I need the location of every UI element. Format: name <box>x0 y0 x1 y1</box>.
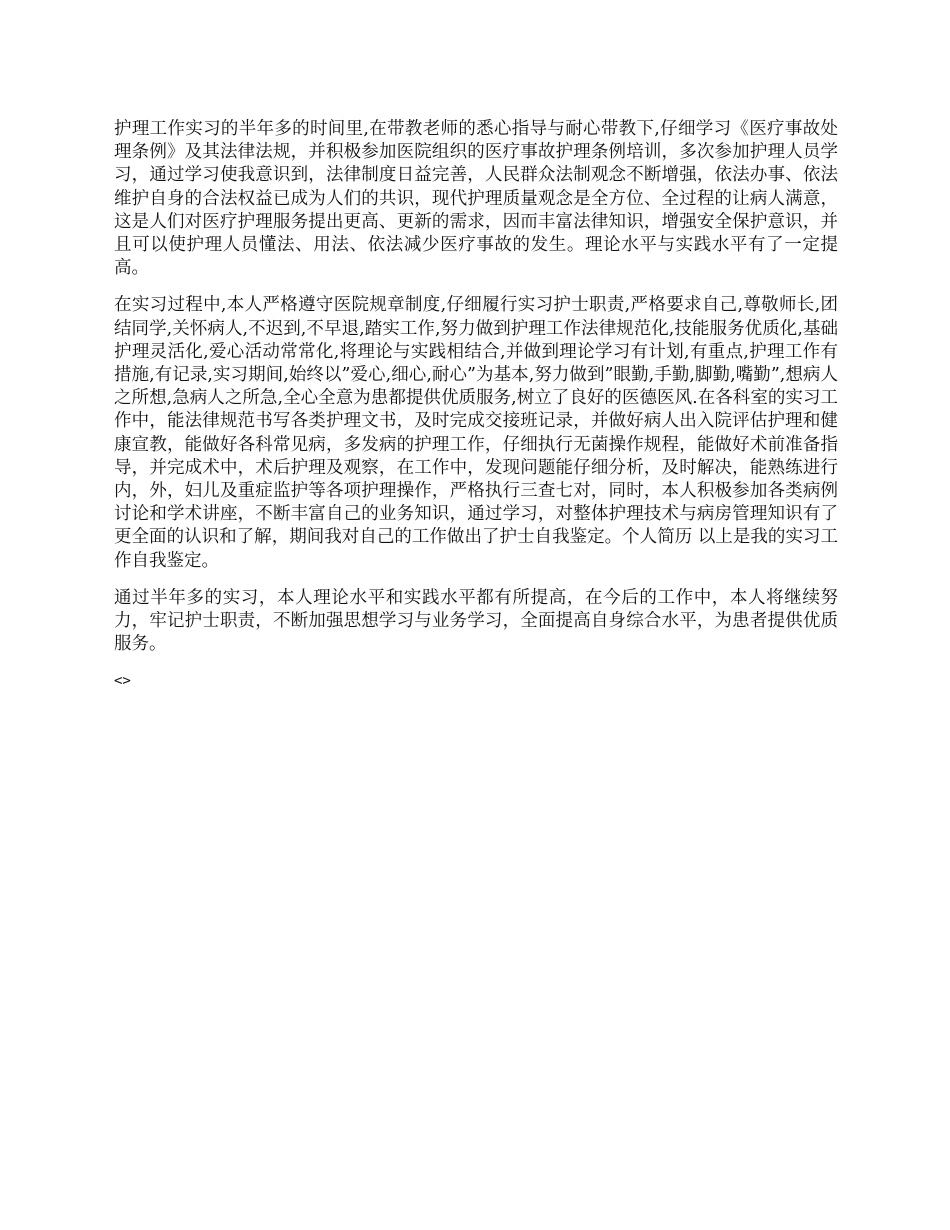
paragraph-1: 护理工作实习的半年多的时间里,在带教老师的悉心指导与耐心带教下,仔细学习《医疗事故处理条例》及其法律法规，并积极参加医院组织的医疗事故护理条例培训，多次参加护理人员学习，通过学习使我意识到，法律制度日益完善，人民群众法制观念不断增强，依法办事、依法维护自身的合法权益已成为人们的共识，现代护理质量观念是全方位、全过程的让病人满意，这是人们对医疗护理服务提出更高、更新的需求，因而丰富法律知识，增强安全保护意识，并且可以使护理人员懂法、用法、依法减少医疗事故的发生。理论水平与实践水平有了一定提高。 <box>114 119 838 279</box>
paragraph-3: 通过半年多的实习，本人理论水平和实践水平都有所提高，在今后的工作中，本人将继续努 力，牢记护士职责，不断加强思想学习与业务学习，全面提高自身综合水平，为患者提供优质服务。 <box>114 587 838 655</box>
document-body <box>114 118 838 694</box>
paragraph-2: 在实习过程中,本人严格遵守医院规章制度,仔细履行实习护士职责,严格要求自己,尊敬师长,团结同学,关怀病人,不迟到,不早退,踏实工作,努力做到护理工作法律规范化,技能服务优质化,基础护理灵活化,爱心活动常常化,将理论与实践相结合,并做到理论学习有计划,有重点,护理工作有措施,有记录,实习期间,始终以”爱心,细心,耐心”为基本,努力做到”眼勤,手勤,脚勤,嘴勤”,想病人之所想,急病人之所急,全心全意为患都提供优质服务,树立了良好的医德医风.在各科室的实习工作中，能法律规范书写各类护理文书，及时完成交接班记录，并做好病人出入院评估护理和健康宣教，能做好各科常见病，多发病的护理工作，仔细执行无菌操作规程，能做好术前准备指导，并完成术中，术后护理及观察，在工作中，发现问题能仔细分析，及时解决，能熟练进行内，外，妇儿及重症监护等各项护理操作，严格执行三查七对，同时，本人积极参加各类病例讨论和学术讲座，不断丰富自己的业务知识，通过学习，对整体护理技术与病房管理知识有了更全面的认识和了解，期间我对自己的工作做出了护士自我鉴定。个人简历 以上是我的实习工作自我鉴定。 <box>114 295 838 571</box>
trailing-marker: <> <box>114 673 131 690</box>
